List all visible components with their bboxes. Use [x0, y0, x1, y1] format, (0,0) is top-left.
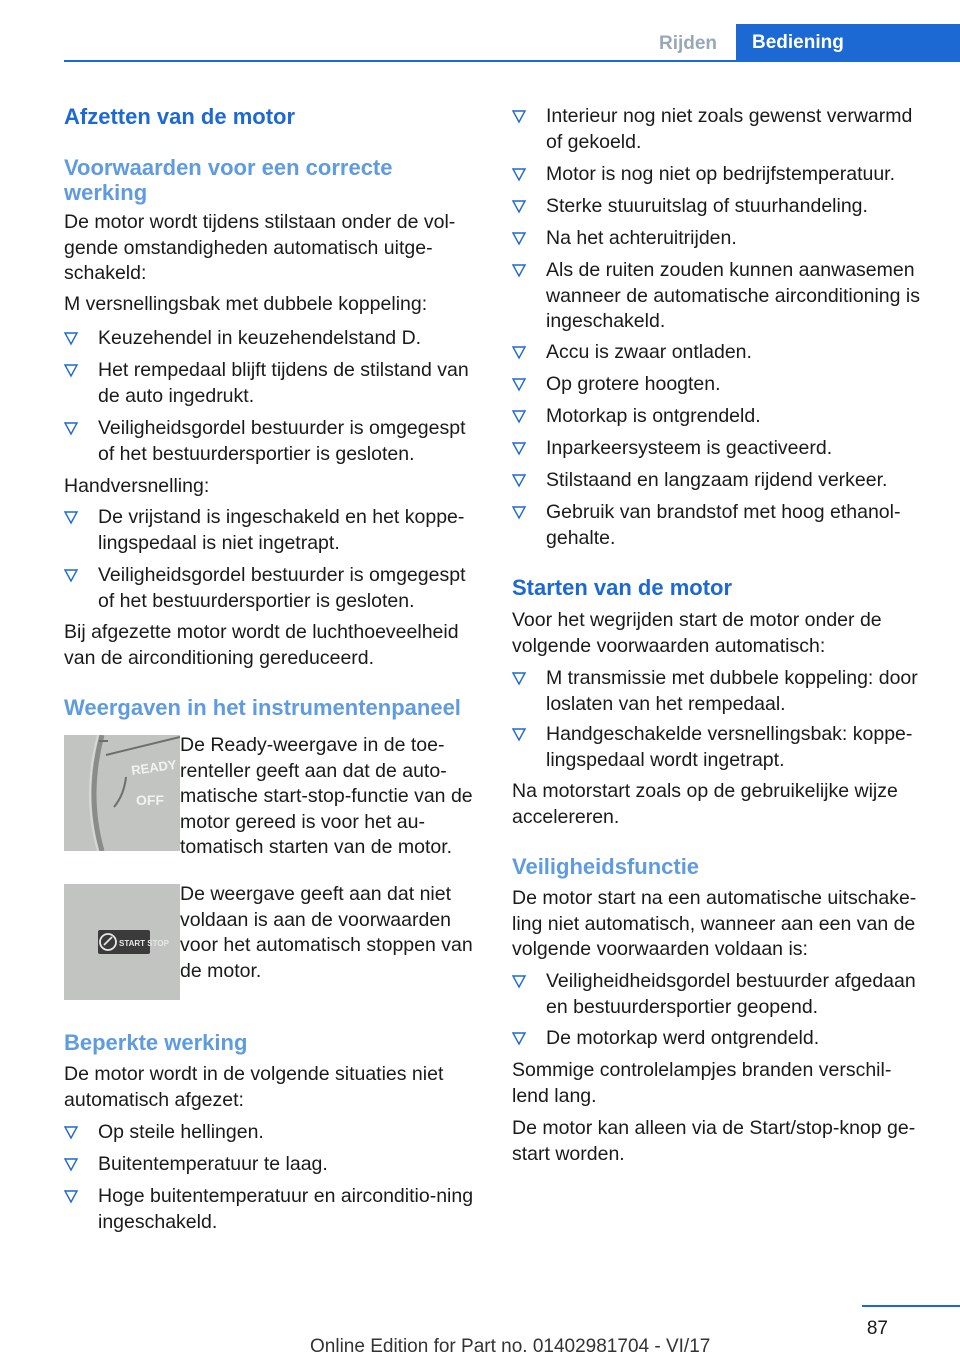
paragraph-warning-lamps: Sommige controlelampjes branden verschil-lend lang. [512, 1059, 892, 1107]
list-item-text: Accu is zwaar ontladen. [546, 341, 752, 363]
triangle-bullet-icon [512, 672, 526, 686]
paragraph-start-stop-button: De motor kan alleen via de Start/stop-knop ge-start worden. [512, 1117, 916, 1165]
footer-rule [862, 1305, 960, 1307]
list-item-text: Gebruik van brandstof met hoog ethanol-gehalte. [546, 501, 901, 549]
list-item [64, 505, 482, 556]
triangle-bullet-icon [64, 364, 78, 378]
triangle-bullet-icon [512, 378, 526, 392]
list-item [512, 969, 932, 1020]
list-item-text: Het rempedaal blijft tijdens de stilstand van de auto ingedrukt. [98, 359, 469, 407]
paragraph-limited-intro: De motor wordt in de volgende situaties niet automatisch afgezet: [64, 1063, 444, 1111]
list-item-text: Veiligheidsgordel bestuurder is omgegespt of het bestuurdersportier is gesloten. [98, 564, 466, 612]
triangle-bullet-icon [64, 332, 78, 346]
triangle-bullet-icon [64, 1126, 78, 1140]
list-item-text: Sterke stuuruitslag of stuurhandeling. [546, 195, 868, 217]
list-item-text: M transmissie met dubbele koppeling: door loslaten van het rempedaal. [546, 667, 918, 715]
list-item [512, 500, 932, 551]
list-item-text: Motorkap is ontgrendeld. [546, 405, 761, 427]
triangle-bullet-icon [512, 200, 526, 214]
ready-display-image [64, 735, 180, 851]
triangle-bullet-icon [512, 506, 526, 520]
list-item [512, 436, 932, 462]
list-item [64, 563, 482, 614]
list-item [64, 416, 482, 467]
start-stop-unavailable-image [64, 884, 180, 1000]
triangle-bullet-icon [512, 168, 526, 182]
ready-display-caption: De Ready-weergave in de toe-renteller geeft aan dat de auto-matische start-stop-functie van de motor gereed is voor het au-tomatisch starten van de motor. [180, 734, 473, 858]
list-item [512, 162, 932, 188]
list-item-text: Handgeschakelde versnellingsbak: koppe-lingspedaal wordt ingetrapt. [546, 723, 913, 771]
list-item [512, 1026, 932, 1052]
paragraph-manual-gearbox: Handversnelling: [64, 475, 210, 497]
footer-edition: Online Edition for Part no. 01402981704 - VI/17 [310, 1336, 711, 1357]
triangle-bullet-icon [64, 569, 78, 583]
list-item-text: De motorkap werd ontgrendeld. [546, 1027, 820, 1049]
list-item [512, 226, 932, 252]
paragraph-outro: Bij afgezette motor wordt de luchthoeveelheid van de airconditioning gereduceerd. [64, 621, 459, 669]
list-item-text: Keuzehendel in keuzehendelstand D. [98, 327, 422, 349]
triangle-bullet-icon [512, 346, 526, 360]
tab-bediening[interactable]: Bediening [736, 24, 960, 62]
page-number: 87 [866, 1318, 888, 1339]
heading-conditions: Voorwaarden voor een correcte werking [64, 155, 393, 205]
list-item [512, 722, 932, 773]
list-item-text: Motor is nog niet op bedrijfstemperatuur. [546, 163, 896, 185]
off-label: OFF [136, 792, 164, 808]
list-item-text: Stilstaand en langzaam rijdend verkeer. [546, 469, 888, 491]
list-item-text: Als de ruiten zouden kunnen aanwasemen wanneer de automatische airconditioning is ingeschakeld. [546, 259, 920, 332]
list-item-text: Buitentemperatuur te laag. [98, 1153, 328, 1175]
triangle-bullet-icon [512, 975, 526, 989]
list-item-text: De vrijstand is ingeschakeld en het koppe-lingspedaal is niet ingetrapt. [98, 506, 465, 554]
start-stop-caption: De weergave geeft aan dat niet voldaan is aan de voorwaarden voor het automatisch stoppen van de motor. [180, 883, 473, 982]
paragraph-start-intro: Voor het wegrijden start de motor onder de volgende voorwaarden automatisch: [512, 609, 882, 657]
start-stop-label: START STOP [119, 939, 169, 948]
list-item [512, 372, 932, 398]
list-item [512, 258, 932, 335]
list-item-text: Op steile hellingen. [98, 1121, 264, 1143]
list-item-text: Na het achteruitrijden. [546, 227, 737, 249]
heading-limited-operation: Beperkte werking [64, 1030, 248, 1055]
paragraph-start-outro: Na motorstart zoals op de gebruikelijke wijze accelereren. [512, 780, 898, 828]
list-item-text: Veiligheidheidsgordel bestuurder afgedaan en bestuurdersportier geopend. [546, 970, 916, 1018]
list-item-text: Veiligheidsgordel bestuurder is omgegespt of het bestuurdersportier is gesloten. [98, 417, 466, 465]
list-item [64, 358, 482, 409]
header-rule [64, 60, 960, 62]
heading-safety-function: Veiligheidsfunctie [512, 854, 700, 879]
list-item-text: Op grotere hoogten. [546, 373, 721, 395]
triangle-bullet-icon [64, 1190, 78, 1204]
paragraph-intro: De motor wordt tijdens stilstaan onder de vol-gende omstandigheden automatisch uitge-schakeld: [64, 211, 456, 284]
list-item [512, 340, 932, 366]
triangle-bullet-icon [512, 232, 526, 246]
heading-instrument-panel: Weergaven in het instrumentenpaneel [64, 695, 461, 720]
list-item [64, 1152, 482, 1178]
ready-label: READY [130, 756, 178, 778]
paragraph-m-gearbox: M versnellingsbak met dubbele koppeling: [64, 293, 428, 315]
list-item [512, 194, 932, 220]
triangle-bullet-icon [64, 1158, 78, 1172]
triangle-bullet-icon [512, 474, 526, 488]
list-item [64, 326, 482, 352]
heading-start-engine: Starten van de motor [512, 575, 733, 600]
list-item-text: Interieur nog niet zoals gewenst verwarmd of gekoeld. [546, 105, 913, 153]
triangle-bullet-icon [64, 511, 78, 525]
list-item-text: Hoge buitentemperatuur en airconditio-ning ingeschakeld. [98, 1185, 474, 1233]
paragraph-safety-intro: De motor start na een automatische uitschake-ling niet automatisch, wanneer aan een van de volgende voorwaarden voldaan is: [512, 887, 917, 960]
triangle-bullet-icon [512, 410, 526, 424]
list-item [64, 1120, 482, 1146]
triangle-bullet-icon [64, 422, 78, 436]
list-item [512, 404, 932, 430]
list-item [512, 104, 932, 155]
list-item [512, 666, 932, 717]
triangle-bullet-icon [512, 110, 526, 124]
triangle-bullet-icon [512, 728, 526, 742]
list-item [512, 468, 932, 494]
triangle-bullet-icon [512, 264, 526, 278]
triangle-bullet-icon [512, 1032, 526, 1046]
list-item [64, 1184, 482, 1235]
section-title-stop-engine: Afzetten van de motor [64, 104, 296, 129]
triangle-bullet-icon [512, 442, 526, 456]
list-item-text: Inparkeersysteem is geactiveerd. [546, 437, 833, 459]
tab-rijden[interactable]: Rijden [658, 33, 718, 54]
